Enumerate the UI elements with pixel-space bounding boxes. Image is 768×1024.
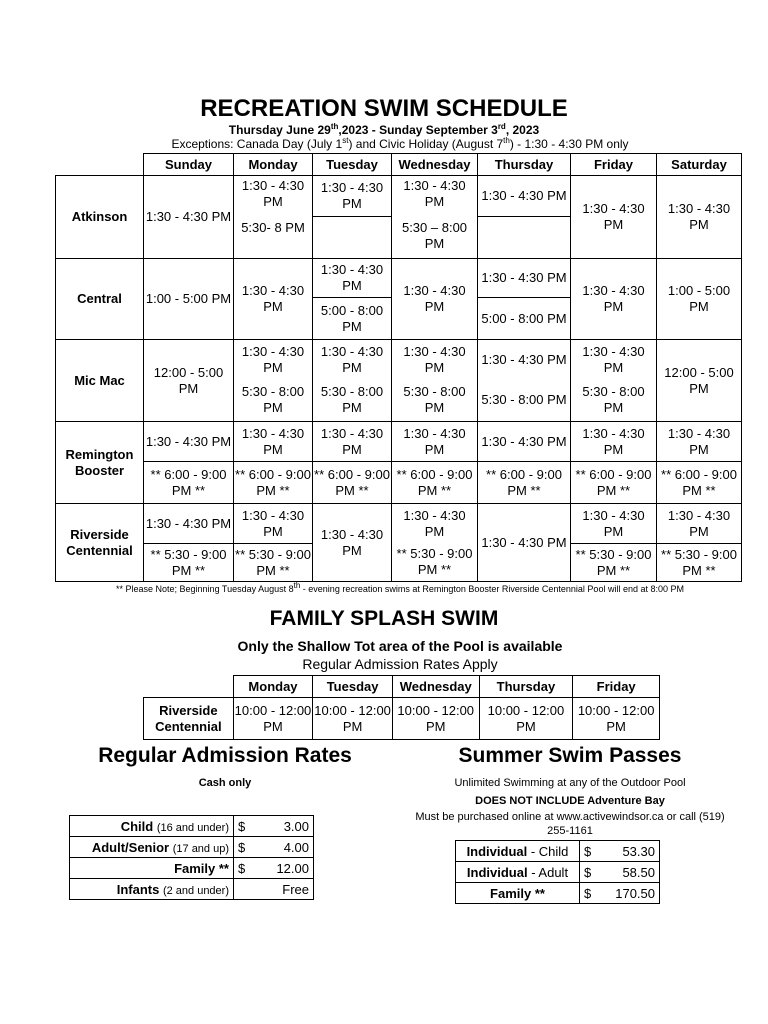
- schedule-cell: 1:30 - 4:30 PM: [144, 176, 234, 259]
- schedule-cell: ** 6:00 - 9:00 PM **: [657, 462, 742, 504]
- day-header: Wednesday: [392, 154, 478, 176]
- cash-only-note: Cash only: [198, 777, 252, 789]
- time-slot: 5:30- 8 PM: [241, 220, 305, 235]
- evening-note: ** Please Note; Beginning Tuesday August 8th - evening recreation swims at Remington Booster Riverside Centennial Pool will end at 8:00 PM: [116, 581, 684, 594]
- schedule-cell: 5:30 - 8:00 PM: [313, 380, 392, 422]
- location-central: Central: [56, 259, 144, 340]
- date-range: Thursday June 29th,2023 - Sunday September 3rd, 2023: [228, 122, 540, 137]
- schedule-cell: 1:30 - 4:30 PM: [657, 422, 742, 462]
- rate-price: 12.00: [276, 860, 309, 876]
- exceptions-note: Exceptions: Canada Day (July 1st) and Civic Holiday (August 7th) - 1:30 - 4:30 PM only: [171, 136, 629, 151]
- schedule-cell: 1:00 - 5:00 PM: [144, 259, 234, 340]
- schedule-cell: 1:30 - 4:30 PM: [657, 176, 742, 259]
- passes-line3: Must be purchased online at www.activewindsor.ca or call (519) 255-1161: [415, 811, 725, 837]
- rate-row: [70, 858, 314, 879]
- day-header: Sunday: [144, 154, 234, 176]
- schedule-cell: 10:00 - 12:00 PM: [479, 698, 573, 740]
- family-rates-note: Regular Admission Rates Apply: [302, 656, 498, 672]
- schedule-cell: ** 6:00 - 9:00 PM **: [144, 462, 234, 504]
- location-riverside-centennial: Riverside Centennial: [56, 504, 144, 582]
- schedule-cell: 1:30 - 4:30 PM: [392, 259, 478, 340]
- day-header: Friday: [573, 676, 660, 698]
- location-atkinson: Atkinson: [56, 176, 144, 259]
- schedule-cell: 1:30 - 4:30 PM: [478, 422, 571, 462]
- family-splash-title: FAMILY SPLASH SWIM: [269, 607, 499, 630]
- day-header: Wednesday: [392, 676, 479, 698]
- family-splash-table: [143, 675, 660, 740]
- schedule-cell: ** 5:30 - 9:00 PM **: [144, 544, 234, 582]
- schedule-cell: 1:30 - 4:30 PM: [571, 176, 657, 259]
- schedule-cell: 1:30 - 4:30 PM: [392, 340, 478, 380]
- pass-type: - Adult: [527, 864, 569, 880]
- schedule-cell: 5:30 - 8:00 PM: [571, 380, 657, 422]
- time-slot: 1:30 - 4:30 PM: [241, 178, 305, 209]
- rate-label: Infants: [116, 881, 160, 897]
- schedule-cell: 10:00 - 12:00 PM: [392, 698, 479, 740]
- day-header: Tuesday: [313, 676, 393, 698]
- currency: $: [238, 860, 246, 876]
- day-header: Monday: [233, 676, 313, 698]
- schedule-cell: 1:30 - 4:30 PM: [313, 176, 392, 217]
- schedule-cell: 1:30 - 4:30 PM: [144, 422, 234, 462]
- schedule-cell: 10:00 - 12:00 PM: [313, 698, 393, 740]
- day-header: Saturday: [657, 154, 742, 176]
- passes-line1: Unlimited Swimming at any of the Outdoor Pool: [454, 777, 686, 789]
- day-header: Thursday: [478, 154, 571, 176]
- pass-label: Individual: [466, 843, 528, 859]
- schedule-cell: ** 5:30 - 9:00 PM **: [392, 544, 478, 582]
- passes-line2: DOES NOT INCLUDE Adventure Bay: [475, 795, 665, 807]
- schedule-cell: 12:00 - 5:00 PM: [144, 340, 234, 422]
- pass-type: - Child: [527, 843, 569, 859]
- day-header: Thursday: [479, 676, 573, 698]
- currency: $: [238, 839, 246, 855]
- passes-title: Summer Swim Passes: [458, 744, 682, 767]
- rate-note: (17 and up): [172, 842, 229, 855]
- schedule-cell: ** 5:30 - 9:00 PM **: [657, 544, 742, 582]
- schedule-cell: 1:30 - 4:30 PM: [144, 504, 234, 544]
- rate-row: [70, 816, 314, 837]
- schedule-cell: ** 6:00 - 9:00 PM **: [571, 462, 657, 504]
- schedule-cell: ** 6:00 - 9:00 PM **: [392, 462, 478, 504]
- schedule-cell: 10:00 - 12:00 PM: [573, 698, 660, 740]
- schedule-cell: 1:30 - 4:30 PM: [571, 504, 657, 544]
- time-slot: 1:30 - 4:30 PM: [403, 178, 466, 209]
- schedule-cell: ** 6:00 - 9:00 PM **: [234, 462, 313, 504]
- schedule-cell: 5:30 - 8:00 PM: [478, 380, 571, 422]
- schedule-cell: 1:30 - 4:30 PM: [657, 504, 742, 544]
- summer-passes-table: [455, 840, 660, 904]
- location-mic-mac: Mic Mac: [56, 340, 144, 422]
- schedule-cell: [234, 176, 313, 259]
- rate-price: 4.00: [283, 839, 309, 855]
- pass-label: Individual: [466, 864, 528, 880]
- schedule-cell: 1:30 - 4:30 PM: [392, 422, 478, 462]
- schedule-cell: 5:00 - 8:00 PM: [478, 298, 571, 340]
- day-header: Monday: [234, 154, 313, 176]
- pass-row: [456, 841, 660, 862]
- time-slot: 5:30 – 8:00 PM: [401, 220, 468, 251]
- schedule-cell: 5:00 - 8:00 PM: [313, 298, 392, 340]
- pass-price: 53.30: [622, 843, 655, 859]
- schedule-cell: 1:30 - 4:30 PM: [392, 504, 478, 544]
- schedule-cell: ** 5:30 - 9:00 PM **: [234, 544, 313, 582]
- schedule-cell: 12:00 - 5:00 PM: [657, 340, 742, 422]
- admission-rates-table: [69, 815, 314, 900]
- schedule-cell: 1:00 - 5:00 PM: [657, 259, 742, 340]
- pass-price: 170.50: [615, 885, 655, 901]
- page-title: RECREATION SWIM SCHEDULE: [200, 95, 568, 122]
- schedule-cell: 5:30 - 8:00 PM: [234, 380, 313, 422]
- schedule-cell: 1:30 - 4:30 PM: [571, 340, 657, 380]
- schedule-cell: 1:30 - 4:30 PM: [478, 259, 571, 298]
- location-remington-booster: Remington Booster: [56, 422, 144, 504]
- schedule-cell: 1:30 - 4:30 PM: [478, 176, 571, 217]
- rate-row: [70, 879, 314, 900]
- pass-label: Family **: [490, 885, 545, 901]
- schedule-cell: 1:30 - 4:30 PM: [313, 340, 392, 380]
- schedule-cell: 1:30 - 4:30 PM: [313, 259, 392, 298]
- day-header: Tuesday: [313, 154, 392, 176]
- schedule-cell-empty: [478, 217, 571, 259]
- pass-price: 58.50: [622, 864, 655, 880]
- family-splash-subtitle: Only the Shallow Tot area of the Pool is available: [237, 638, 563, 654]
- rate-price: 3.00: [283, 818, 309, 834]
- schedule-cell-empty: [313, 217, 392, 259]
- rate-label: Family **: [174, 860, 229, 876]
- schedule-cell: 1:30 - 4:30 PM: [234, 340, 313, 380]
- schedule-cell: ** 6:00 - 9:00 PM **: [313, 462, 392, 504]
- currency: $: [584, 885, 592, 901]
- currency: $: [584, 864, 592, 880]
- pass-row: [456, 862, 660, 883]
- schedule-cell: 1:30 - 4:30 PM: [571, 259, 657, 340]
- rate-price: Free: [282, 881, 309, 897]
- day-header: Friday: [571, 154, 657, 176]
- schedule-cell: 1:30 - 4:30 PM: [234, 259, 313, 340]
- rate-note: (16 and under): [156, 821, 229, 834]
- admission-title: Regular Admission Rates: [98, 744, 352, 767]
- schedule-cell: 1:30 - 4:30 PM: [478, 340, 571, 380]
- schedule-cell: 1:30 - 4:30 PM: [478, 504, 571, 582]
- location-riverside-centennial: Riverside Centennial: [144, 698, 234, 740]
- currency: $: [584, 843, 592, 859]
- rate-label: Adult/Senior: [91, 839, 170, 855]
- schedule-cell: ** 5:30 - 9:00 PM **: [571, 544, 657, 582]
- schedule-cell: [392, 176, 478, 259]
- schedule-cell: 1:30 - 4:30 PM: [571, 422, 657, 462]
- schedule-cell: 10:00 - 12:00 PM: [233, 698, 313, 740]
- currency: $: [238, 818, 246, 834]
- schedule-cell: 1:30 - 4:30 PM: [313, 422, 392, 462]
- rate-row: [70, 837, 314, 858]
- schedule-cell: 1:30 - 4:30 PM: [234, 422, 313, 462]
- schedule-cell: ** 6:00 - 9:00 PM **: [478, 462, 571, 504]
- schedule-cell: 5:30 - 8:00 PM: [392, 380, 478, 422]
- rate-label: Child: [120, 818, 154, 834]
- swim-schedule-table: [55, 153, 742, 582]
- schedule-cell: 1:30 - 4:30 PM: [234, 504, 313, 544]
- schedule-cell: 1:30 - 4:30 PM: [313, 504, 392, 582]
- pass-row: [456, 883, 660, 904]
- header-row: [56, 154, 742, 176]
- rate-note: (2 and under): [162, 884, 229, 897]
